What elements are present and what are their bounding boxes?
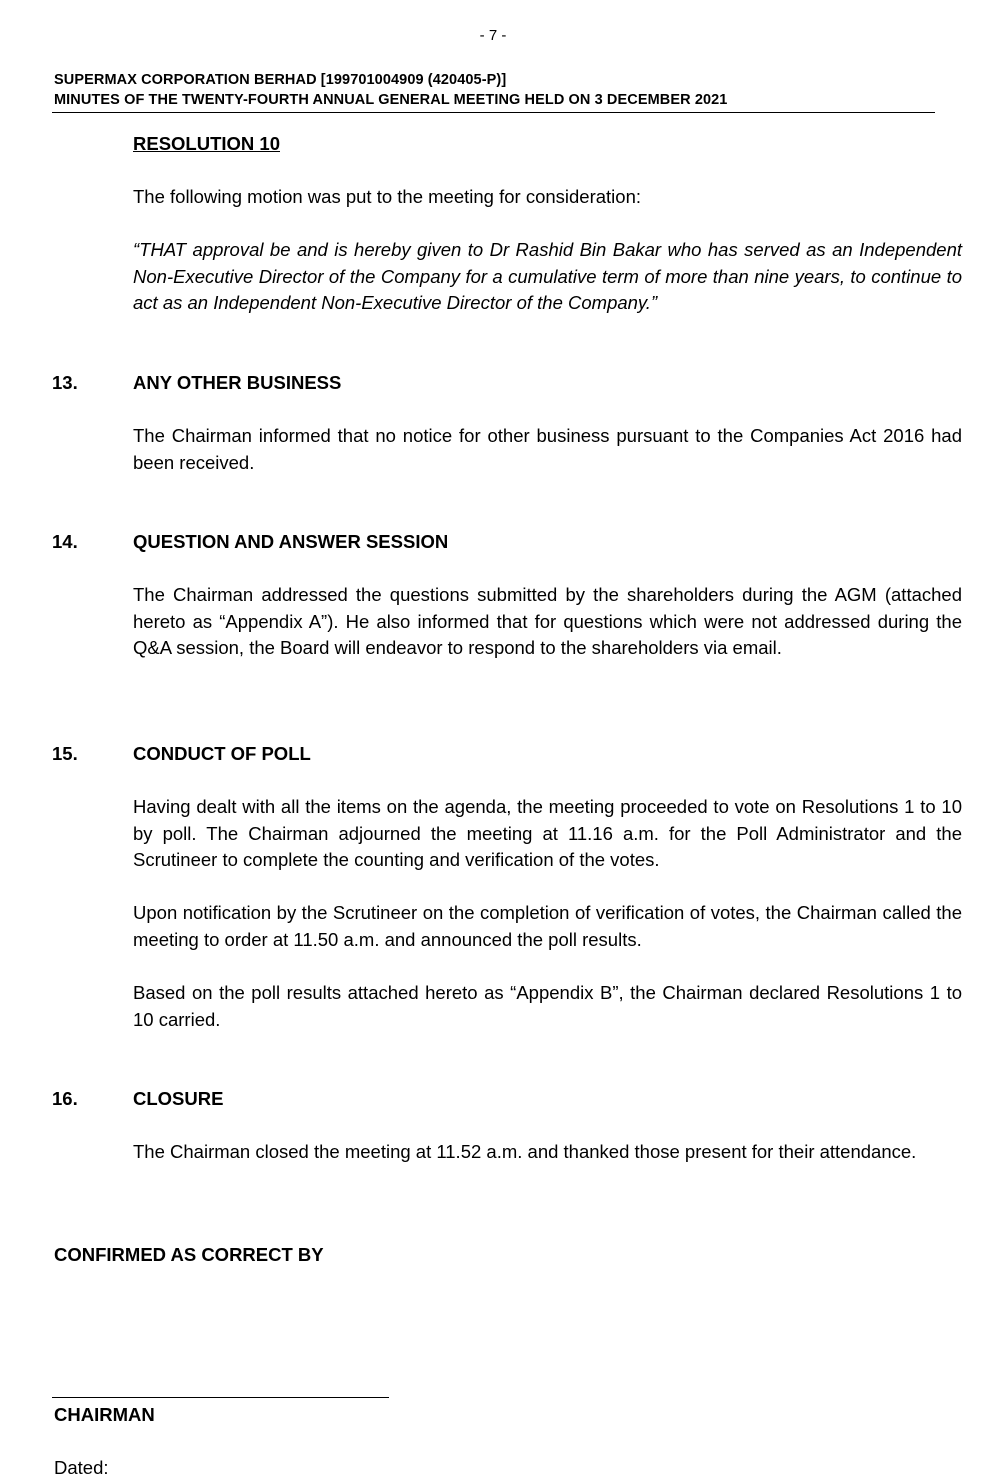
resolution-10-motion: “THAT approval be and is hereby given to Dr Rashid Bin Bakar who has served as an Independent Non-Executive Director of the Company for a cumulative term of more than nine years, to continue to act as an Independent Non-Executive Director of the Company.” (133, 239, 962, 313)
section-14-paragraph: The Chairman addressed the questions submitted by the shareholders during the AGM (attached hereto as “Appendix A”). He also informed that for questions which were not addressed during the Q&A session, the Board will endeavor to respond to the shareholders via email. (133, 584, 962, 658)
signature-line (52, 1397, 389, 1398)
section-14-title: QUESTION AND ANSWER SESSION (133, 531, 449, 552)
section-15-paragraph-1: Having dealt with all the items on the agenda, the meeting proceeded to vote on Resolutions 1 to 10 by poll. The Chairman adjourned the meeting at 11.16 a.m. for the Poll Administrator and the Scrutineer to complete the counting and verification of the votes. (133, 796, 962, 870)
section-14-number: 14. (52, 531, 78, 552)
resolution-10-heading: RESOLUTION 10 (133, 133, 280, 154)
section-16-title: CLOSURE (133, 1088, 224, 1109)
chairman-label: CHAIRMAN (54, 1404, 155, 1425)
section-15-paragraph-3: Based on the poll results attached hereto as “Appendix B”, the Chairman declared Resolutions 1 to 10 carried. (133, 982, 962, 1030)
header-company: SUPERMAX CORPORATION BERHAD [199701004909 (420405-P)] (54, 72, 507, 88)
section-13-title: ANY OTHER BUSINESS (133, 372, 342, 393)
page-number: - 7 - (479, 27, 507, 44)
section-16-number: 16. (52, 1088, 78, 1109)
resolution-10-intro: The following motion was put to the meeting for consideration: (133, 186, 642, 207)
section-15-title: CONDUCT OF POLL (133, 743, 311, 764)
dated-label: Dated: (54, 1457, 109, 1478)
header-rule (52, 112, 935, 113)
confirmed-as-correct-label: CONFIRMED AS CORRECT BY (54, 1244, 324, 1265)
section-15-number: 15. (52, 743, 78, 764)
section-16-paragraph: The Chairman closed the meeting at 11.52 a.m. and thanked those present for their attendance. (133, 1141, 917, 1162)
section-13-paragraph: The Chairman informed that no notice for other business pursuant to the Companies Act 2016 had been received. (133, 425, 962, 473)
section-15-paragraph-2: Upon notification by the Scrutineer on the completion of verification of votes, the Chairman called the meeting to order at 11.50 a.m. and announced the poll results. (133, 902, 962, 950)
section-13-number: 13. (52, 372, 78, 393)
header-title: MINUTES OF THE TWENTY-FOURTH ANNUAL GENERAL MEETING HELD ON 3 DECEMBER 2021 (54, 92, 728, 108)
